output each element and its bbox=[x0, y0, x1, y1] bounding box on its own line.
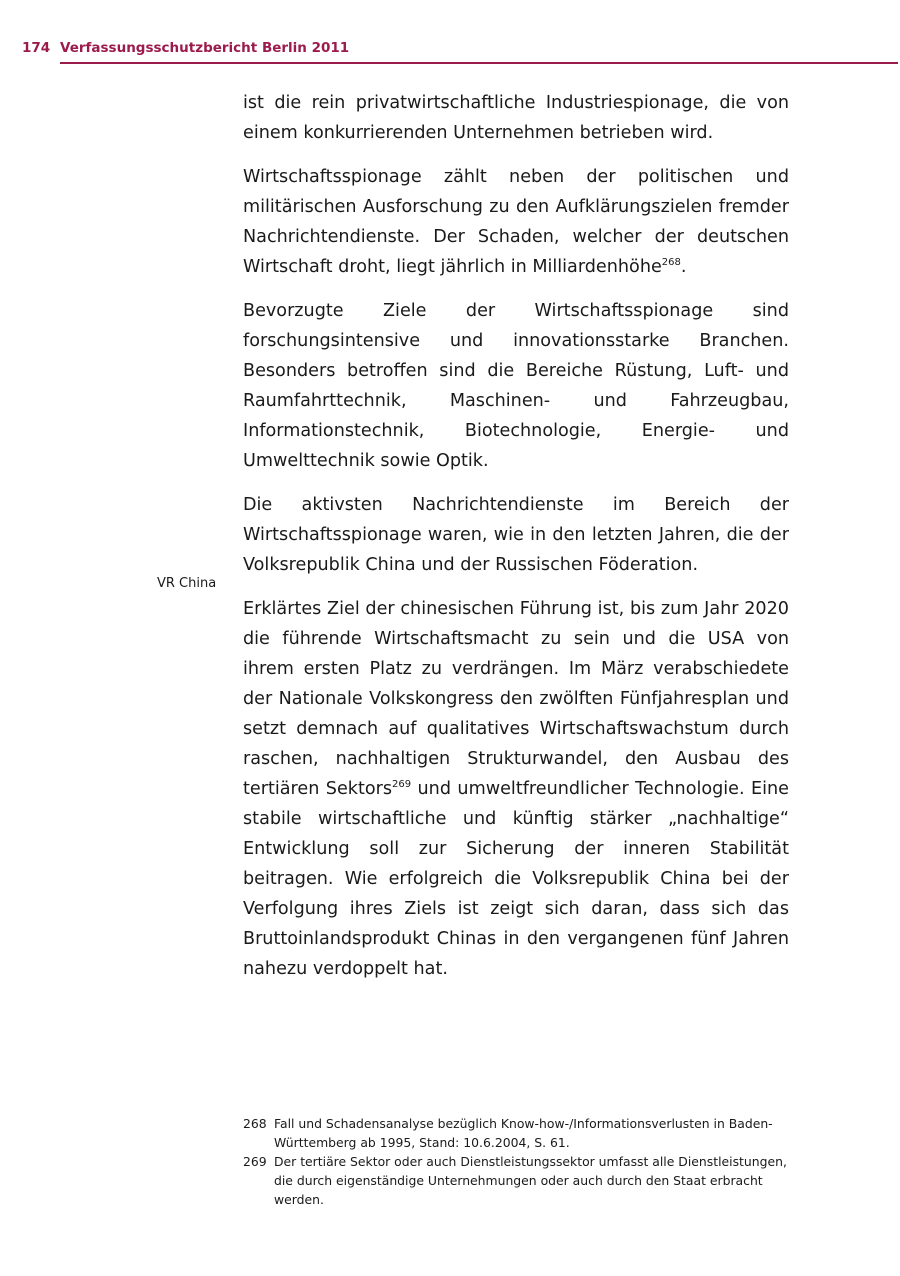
paragraph-3: Bevorzugte Ziele der Wirtschaftsspionage sind forschungsintensive und innovationsstarke Branchen. Besonders betroffen sind die Bereiche Rüstung, Luft- und Raumfahrttechnik, Maschinen- und Fahrzeugbau, Informationstechnik, Biotechnologie, Energie- und Umwelttechnik sowie Optik. bbox=[243, 301, 789, 471]
footnote-ref-269[interactable]: 269 bbox=[392, 779, 412, 791]
running-title: Verfassungsschutzbericht Berlin 2011 bbox=[60, 40, 350, 56]
paragraph-2-text: Wirtschaftsspionage zählt neben der politischen und militärischen Ausforschung zu den Aufklärungszielen fremder Nachrichtendienste. Der Schaden, welcher der deutschen Wirtschaft droht, liegt jährlich in Milliardenhöhe bbox=[243, 167, 789, 277]
paragraph-2 bbox=[243, 162, 789, 282]
page-header bbox=[22, 40, 898, 64]
footnote-text: Der tertiäre Sektor oder auch Dienstleistungssektor umfasst alle Dienstleistungen, die durch eigenständige Unternehmungen oder auch durch den Staat erbracht werden. bbox=[274, 1154, 787, 1207]
main-text bbox=[243, 88, 789, 998]
paragraph-2-end: . bbox=[680, 257, 687, 277]
page-number: 174 bbox=[22, 40, 51, 56]
footnote-number: 269 bbox=[243, 1154, 267, 1169]
footnote-269 bbox=[243, 1152, 793, 1209]
header-rule bbox=[60, 62, 898, 64]
paragraph-4: Die aktivsten Nachrichtendienste im Bereich der Wirtschaftsspionage waren, wie in den letzten Jahren, die der Volksrepublik China und der Russischen Föderation. bbox=[243, 495, 789, 575]
footnote-ref-268[interactable]: 268 bbox=[661, 257, 681, 269]
footnote-number: 268 bbox=[243, 1116, 267, 1131]
paragraph-5-text: Erklärtes Ziel der chinesischen Führung ist, bis zum Jahr 2020 die führende Wirtschaftsmacht zu sein und die USA von ihrem ersten Platz zu verdrängen. Im März verabschiedete der Nationale Volkskongress den zwölften Fünfjahresplan und setzt demnach auf qualitatives Wirtschaftswachstum durch raschen, nachhaltigen Strukturwandel, den Ausbau des tertiären Sektors bbox=[243, 599, 789, 799]
footnotes bbox=[243, 1114, 793, 1209]
paragraph-5-end: und umweltfreundlicher Technologie. Eine stabile wirtschaftliche und künftig stärker „nachhaltige“ Entwicklung soll zur Sicherung der inneren Stabilität beitragen. Wie erfolgreich die Volksrepublik China bei der Verfolgung ihres Ziels ist zeigt sich daran, dass sich das Bruttoinlandsprodukt Chinas in den vergangenen fünf Jahren nahezu verdoppelt hat. bbox=[243, 779, 789, 979]
footnote-268 bbox=[243, 1114, 793, 1152]
footnote-text: Fall und Schadensanalyse bezüglich Know-how-/Informationsverlusten in Baden-Württemberg ab 1995, Stand: 10.6.2004, S. 61. bbox=[274, 1116, 773, 1150]
paragraph-5 bbox=[243, 594, 789, 984]
paragraph-1: ist die rein privatwirtschaftliche Industriespionage, die von einem konkurrierenden Unternehmen betrieben wird. bbox=[243, 93, 789, 143]
margin-note-vr-china: VR China bbox=[157, 576, 217, 591]
